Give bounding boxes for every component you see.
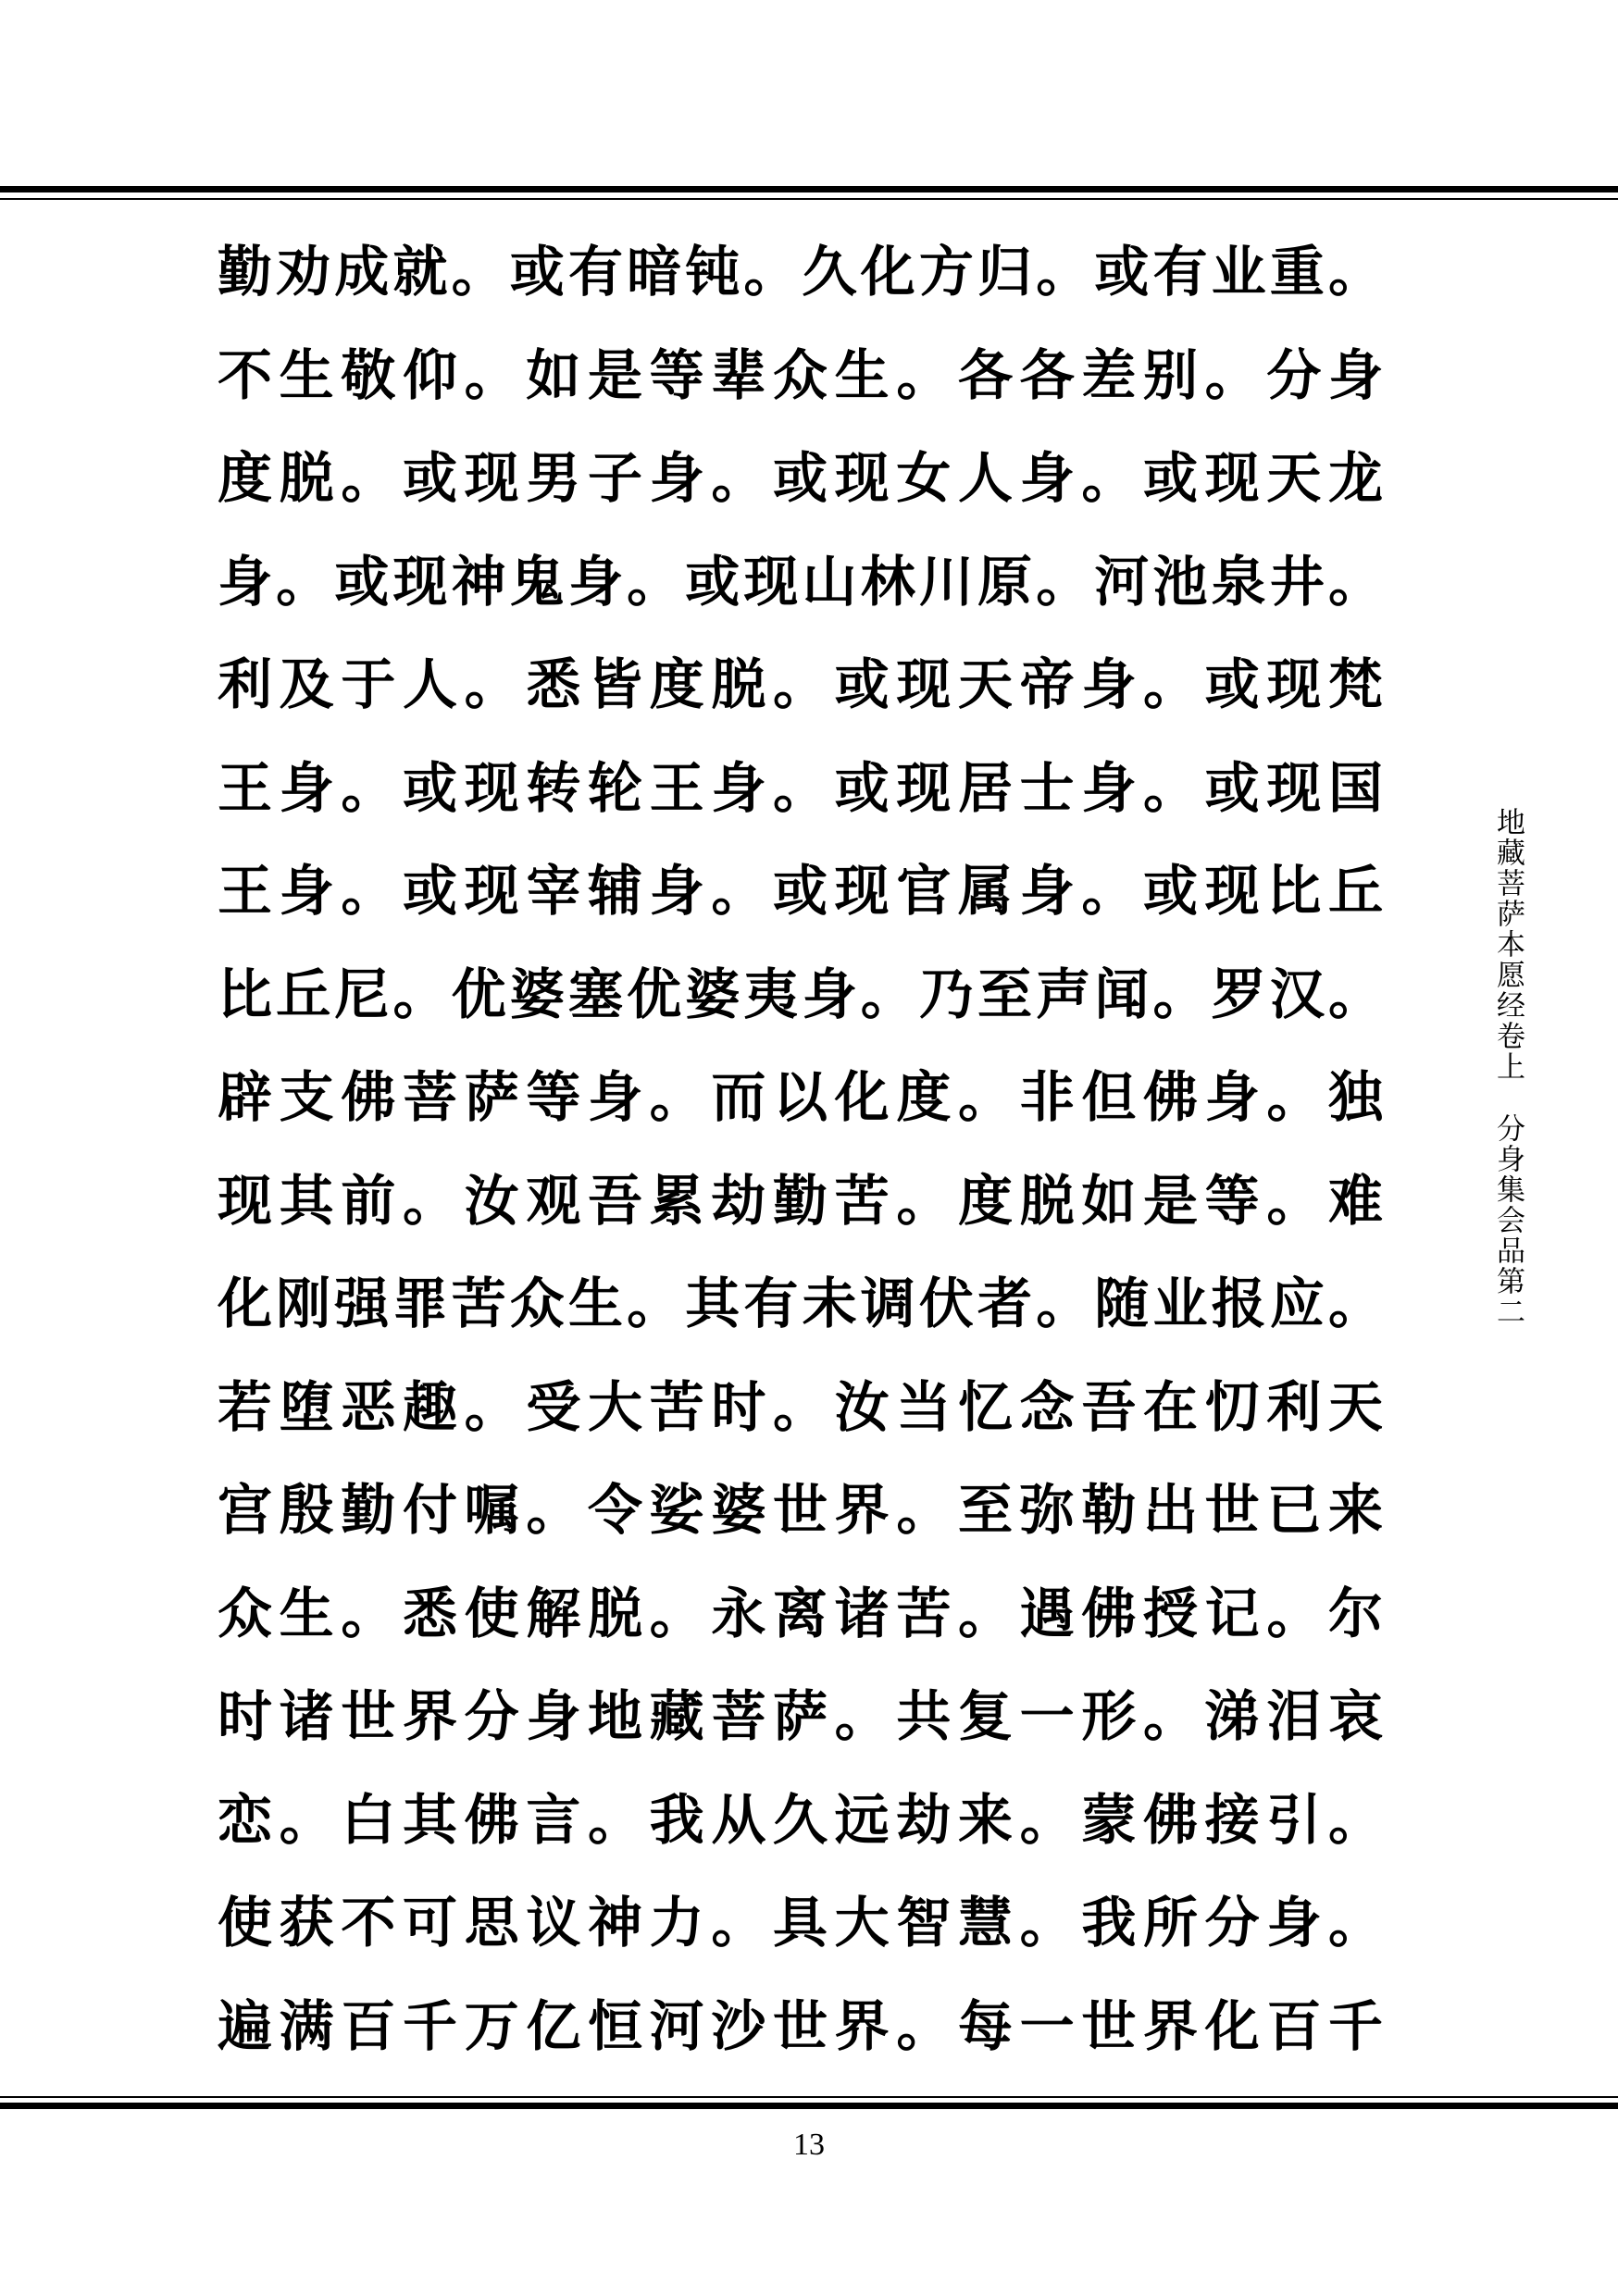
top-border-thin	[0, 198, 1618, 200]
text-line: 使获不可思议神力。具大智慧。我所分身。	[218, 1891, 1384, 1955]
bottom-border-thin	[0, 2096, 1618, 2098]
text-line: 恋。白其佛言。我从久远劫来。蒙佛接引。	[218, 1787, 1384, 1852]
text-line: 现其前。汝观吾累劫勤苦。度脱如是等。难	[218, 1168, 1384, 1233]
scripture-body	[218, 226, 1384, 2083]
running-head	[1488, 807, 1525, 1327]
text-line: 不生敬仰。如是等辈众生。各各差别。分身	[218, 342, 1384, 407]
page-number: 13	[793, 2128, 825, 2162]
text-line: 众生。悉使解脱。永离诸苦。遇佛授记。尔	[218, 1581, 1384, 1645]
text-line: 化刚强罪苦众生。其有未调伏者。随业报应。	[218, 1272, 1384, 1335]
text-line: 王身。或现转轮王身。或现居士身。或现国	[218, 755, 1384, 820]
text-line: 度脱。或现男子身。或现女人身。或现天龙	[218, 446, 1384, 510]
text-line: 宫殷勤付嘱。令娑婆世界。至弥勒出世已来	[218, 1478, 1384, 1542]
text-line: 遍满百千万亿恒河沙世界。每一世界化百千	[218, 1993, 1384, 2058]
text-line: 利及于人。悉皆度脱。或现天帝身。或现梵	[218, 652, 1384, 716]
text-line: 时诸世界分身地藏菩萨。共复一形。涕泪哀	[218, 1684, 1384, 1748]
text-line: 身。或现神鬼身。或现山林川原。河池泉井。	[218, 549, 1384, 614]
text-line: 勤劝成就。或有暗钝。久化方归。或有业重。	[218, 240, 1384, 304]
chapter-title: 分身集会品第二	[1491, 1113, 1525, 1327]
bottom-border-thick	[0, 2103, 1618, 2109]
book-title: 地藏菩萨本愿经卷上	[1491, 807, 1525, 1082]
top-border-thick	[0, 186, 1618, 192]
text-line: 比丘尼。优婆塞优婆夷身。乃至声闻。罗汉。	[218, 962, 1384, 1026]
text-line: 辟支佛菩萨等身。而以化度。非但佛身。独	[218, 1065, 1384, 1129]
text-line: 若堕恶趣。受大苦时。汝当忆念吾在忉利天	[218, 1374, 1384, 1439]
text-line: 王身。或现宰辅身。或现官属身。或现比丘	[218, 859, 1384, 923]
